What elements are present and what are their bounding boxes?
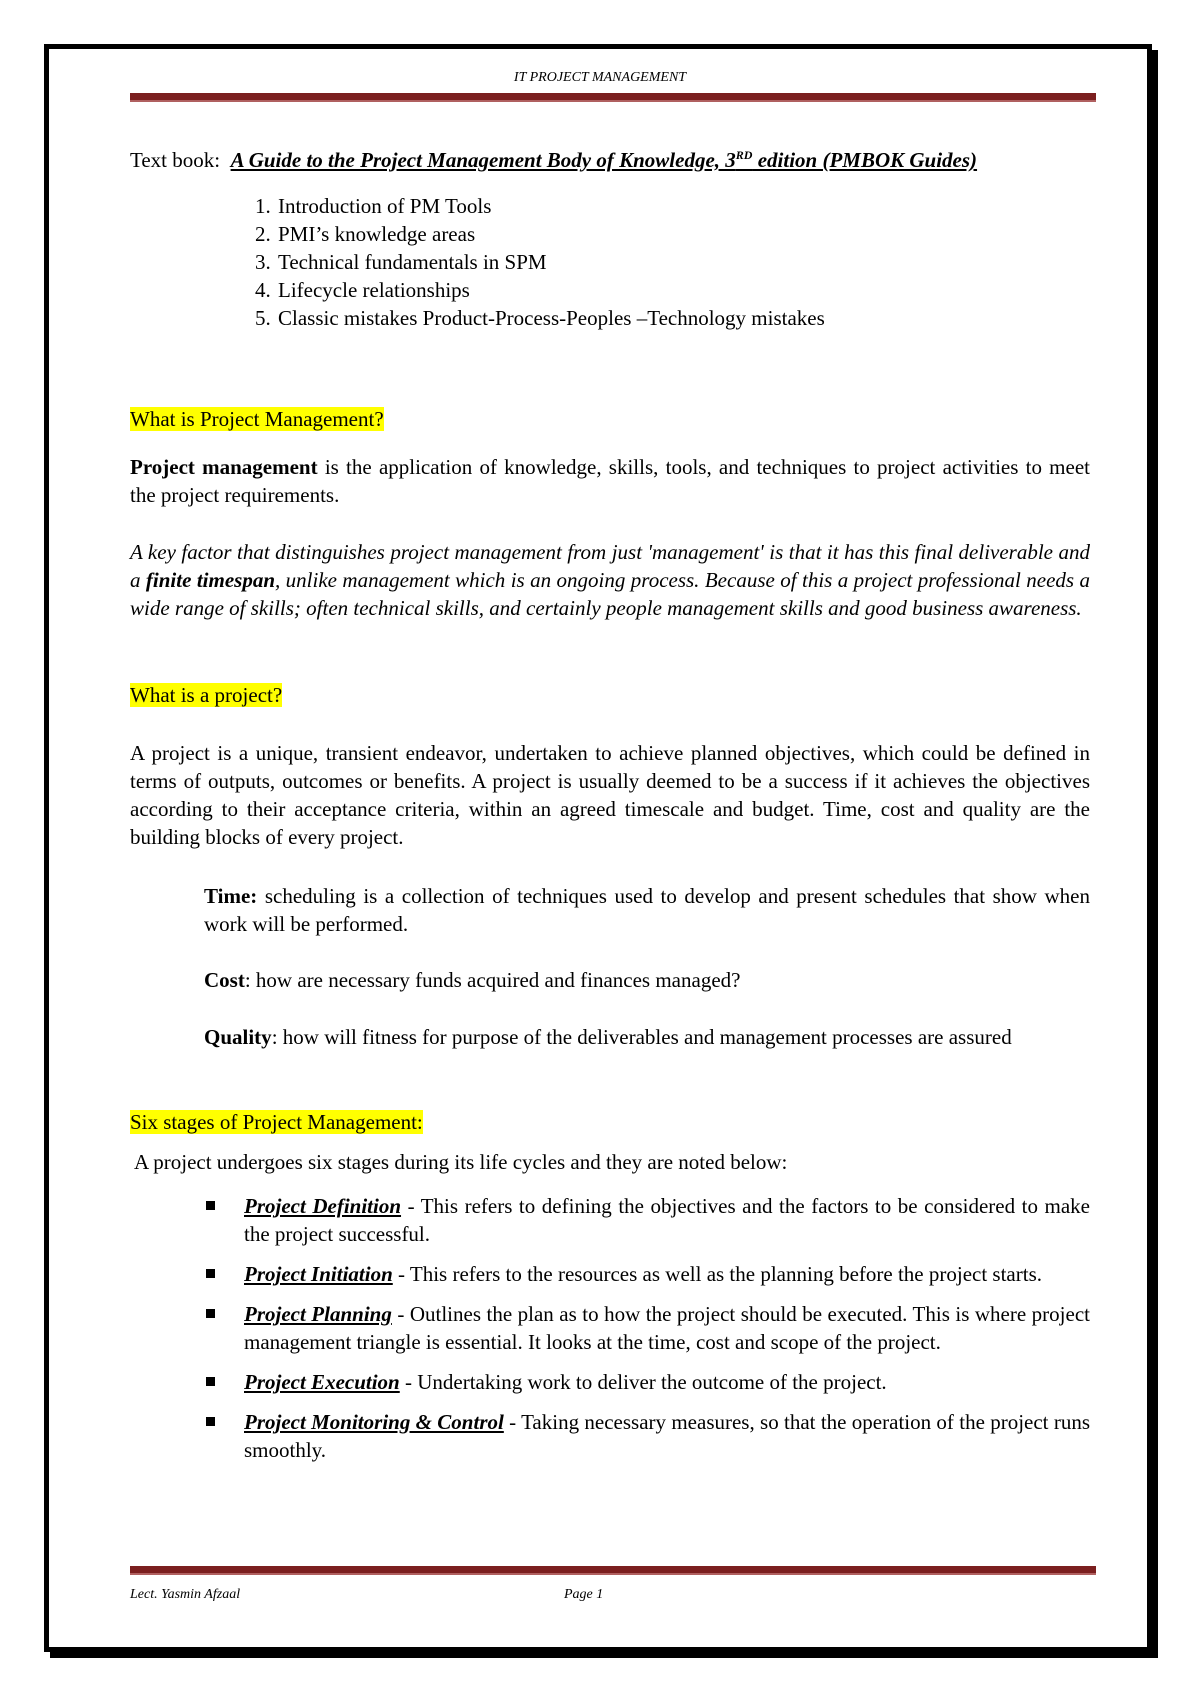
stage-name: Project Definition [244,1194,402,1218]
textbook-label: Text book: [130,148,221,172]
cost-paragraph [204,966,1090,994]
topic-item: 5. Classic mistakes Product-Process-Peoples –Technology mistakes [276,304,825,332]
topics-list [230,192,825,332]
quality-text: : how will fitness for purpose of the deliverables and management processes are assured [271,1025,1012,1049]
key-factor-bold: finite timespan [145,568,276,592]
section-heading-stages [130,1110,423,1135]
section-heading-pm [130,407,384,432]
quality-label: Quality [204,1025,272,1049]
stage-text: - Taking necessary measures, so that the operation of the project runs smoothly. [244,1410,1090,1462]
square-bullet-icon [206,1269,215,1278]
time-label: Time: [204,884,258,908]
stage-name: Project Initiation [244,1262,393,1286]
stage-item [204,1260,1090,1288]
cost-text: : how are necessary funds acquired and finances managed? [244,968,741,992]
stages-intro: A project undergoes six stages during its life cycles and they are noted below: [134,1150,788,1174]
footer-author: Lect. Yasmin Afzaal [130,1587,241,1602]
quality-paragraph [204,1023,1090,1051]
topic-item: 2. PMI’s knowledge areas [276,220,825,248]
pm-term: Project management [130,455,318,479]
pm-definition-text: is the application of knowledge, skills, tools, and techniques to project activities to meet the project requirements. [130,455,1090,507]
footer-page-number: Page 1 [564,1587,604,1602]
textbook-title [231,148,977,172]
stages-list [204,1192,1090,1464]
highlighted-heading: Six stages of Project Management: [130,1110,423,1134]
stage-item [204,1192,1090,1248]
stage-item [204,1300,1090,1356]
highlighted-heading: What is a project? [130,683,283,707]
square-bullet-icon [206,1417,215,1426]
section-heading-project [130,683,282,708]
topic-item: 3. Technical fundamentals in SPM [276,248,825,276]
cost-label: Cost [204,968,245,992]
key-factor-text-a: A key factor that distinguishes project management from just 'management' is that it has this final deliverable and a [130,540,1090,592]
pm-definition [130,453,1090,509]
stage-text: - This refers to defining the objectives and the factors to be considered to make the project successful. [244,1194,1090,1246]
topic-item: 1. Introduction of PM Tools [276,192,825,220]
textbook-title-edition: edition (PMBOK Guides) [752,148,978,172]
textbook-title-sup: RD [735,148,753,162]
textbook-line [130,148,977,173]
topic-item: 4. Lifecycle relationships [276,276,825,304]
stage-name: Project Execution [244,1370,400,1394]
highlighted-heading: What is Project Management? [130,407,384,431]
square-bullet-icon [206,1201,215,1210]
stage-text: - Undertaking work to deliver the outcome of the project. [399,1370,887,1394]
square-bullet-icon [206,1309,215,1318]
stage-item [204,1408,1090,1464]
key-factor-paragraph [130,538,1090,622]
stage-name: Project Monitoring & Control [244,1410,504,1434]
header-title: IT PROJECT MANAGEMENT [513,70,687,85]
footer-rule [130,1566,1096,1575]
key-factor-text-b: , unlike management which is an ongoing process. Because of this a project professional needs a wide range of skills; often technical skills, and certainly people management skills and good business awareness. [130,568,1090,620]
header-rule [130,93,1096,102]
time-paragraph [204,882,1090,938]
stage-text: - This refers to the resources as well as the planning before the project starts. [392,1262,1042,1286]
stage-item [204,1368,1090,1396]
project-definition: A project is a unique, transient endeavor, undertaken to achieve planned objectives, which could be defined in terms of outputs, outcomes or benefits. A project is usually deemed to be a success if it achieves the objectives according to their acceptance criteria, within an agreed timescale and budget. Time, cost and quality are the building blocks of every project. [130,741,1090,849]
textbook-title-main: A Guide to the Project Management Body of Knowledge, 3 [230,148,736,172]
stage-text: - Outlines the plan as to how the project should be executed. This is where project management triangle is essential. It looks at the time, cost and scope of the project. [244,1302,1090,1354]
square-bullet-icon [206,1377,215,1386]
stage-name: Project Planning [244,1302,392,1326]
time-text: scheduling is a collection of techniques used to develop and present schedules that show when work will be performed. [204,884,1090,936]
